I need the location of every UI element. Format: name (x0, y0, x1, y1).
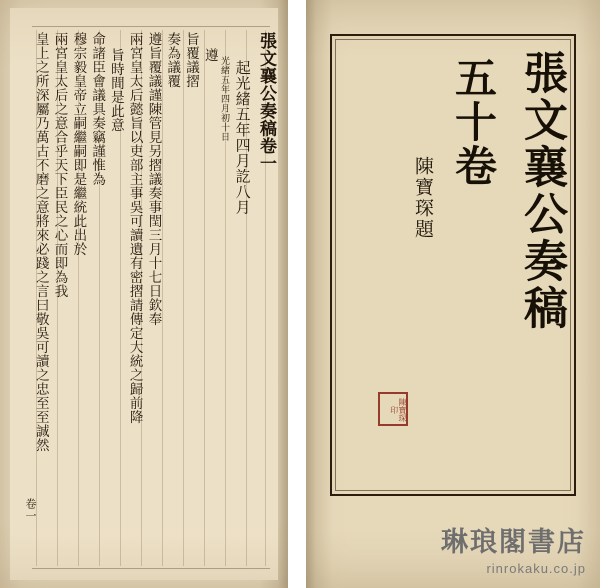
seal-stamp: 陳寶琛印 (378, 392, 408, 426)
column-date: 起光緒五年四月訖八月 (233, 60, 252, 215)
cover-volume-count: 五十卷 (449, 56, 498, 188)
text-column-8: 穆宗毅皇帝立嗣繼嗣即是繼統此出於 (70, 32, 87, 256)
text-column-10: 皇上之所深屬乃萬古不磨之意將來必踐之言曰敬吳可讀之忠至至誠然 (32, 32, 49, 452)
text-column-2: 旨覆議摺 (183, 32, 200, 88)
spine-volume-label: 卷一 (24, 498, 37, 522)
text-column-5: 兩宮皇太后懿旨以吏部主事吳可讀遺有密摺請傳定大統之歸前降 (126, 32, 143, 424)
column-title: 張文襄公奏稿卷一 (256, 32, 276, 172)
cover-title: 張文襄公奏稿 (516, 50, 567, 332)
cover-signature: 陳寶琛題 (412, 156, 434, 240)
left-page-paper (10, 8, 278, 580)
text-column-7: 命諸臣會議具奏竊謹惟為 (89, 32, 106, 186)
shop-watermark (441, 520, 586, 576)
text-column-6: 旨時間是此意 (107, 48, 124, 132)
cover-columns (332, 36, 574, 494)
page-gutter (288, 0, 306, 588)
shop-name: 琳琅閣書店 (441, 527, 586, 558)
right-page-gutter-shadow (306, 0, 316, 588)
shop-url: rinrokaku.co.jp (486, 561, 586, 576)
right-page-cover (306, 0, 600, 588)
text-columns (28, 26, 274, 574)
cover-title-frame (330, 34, 576, 496)
text-column-4: 遵旨覆議謹陳管見另摺議奏事閏三月十七日欽奉 (145, 32, 162, 326)
left-page (0, 0, 288, 588)
text-column-1: 遵 (201, 48, 218, 62)
text-column-3: 奏為議覆 (164, 32, 181, 88)
left-page-gutter-shadow (278, 0, 288, 588)
column-small-note: 光緒五年四月初十日 (219, 56, 229, 142)
text-column-9: 兩宮皇太后之意合乎天下臣民之心而即為我 (51, 32, 68, 298)
